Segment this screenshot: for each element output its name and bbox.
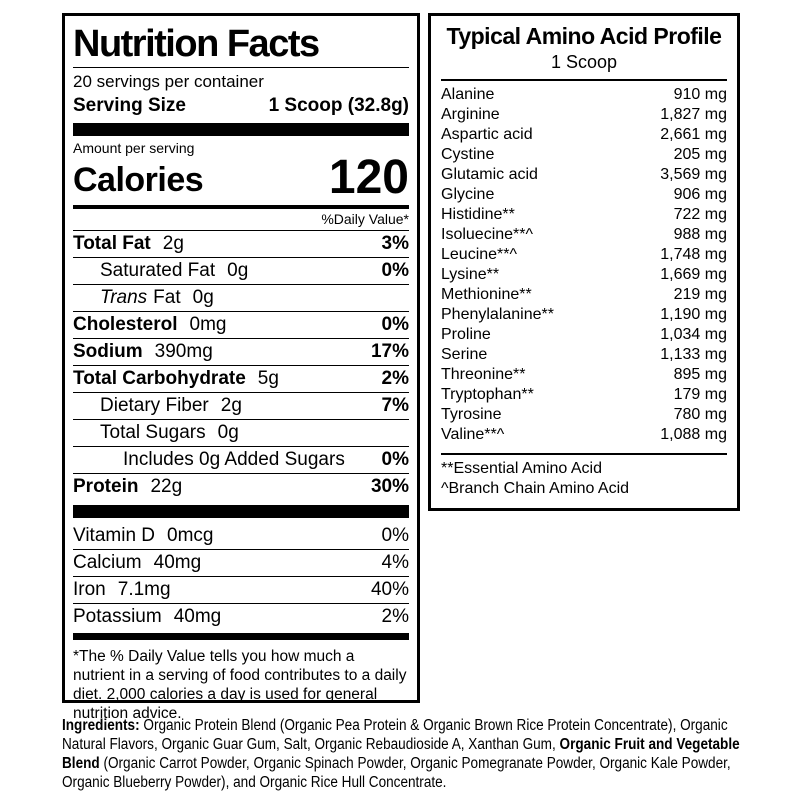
nutrient-dv: 3%	[381, 233, 409, 254]
nutrient-name: Cholesterol	[73, 314, 178, 335]
amino-row-aspartic-acid	[441, 125, 727, 145]
amino-row-phenylalanine	[441, 305, 727, 325]
nutrient-name: Saturated Fat	[100, 260, 216, 281]
nutrient-dv: 7%	[381, 395, 409, 416]
amino-name: Cystine	[441, 146, 495, 163]
ingredients-paragraph	[62, 716, 752, 792]
calories-value: 120	[328, 151, 409, 204]
nutrient-row-saturated-fat	[73, 257, 409, 284]
amino-row-arginine	[441, 105, 727, 125]
vitamin-row-potassium	[73, 603, 409, 630]
daily-value-footnote: *The % Daily Value tells you how much a nutrient in a serving of food contributes to a daily diet. 2,000 calories a day is used for general nutrition advice.	[73, 648, 407, 722]
vitamin-name: Vitamin D	[73, 524, 156, 546]
amino-name: Proline	[441, 326, 491, 343]
nutrient-name: Total Sugars	[100, 422, 206, 443]
nutrient-row-total-sugars	[73, 419, 409, 446]
amino-value: 2,661 mg	[660, 126, 727, 143]
amino-row-threonine	[441, 365, 727, 385]
amino-name: Arginine	[441, 106, 500, 123]
vitamin-dv: 4%	[381, 552, 409, 573]
amino-row-glutamic-acid	[441, 165, 727, 185]
nutrient-name: Protein	[73, 476, 139, 497]
thick-bar	[73, 123, 409, 136]
amino-value: 988 mg	[673, 226, 727, 243]
serving-size-row	[73, 93, 409, 118]
nutrient-name: Sodium	[73, 341, 143, 362]
nutrition-facts-title: Nutrition Facts	[73, 23, 319, 65]
vitamin-name: Iron	[73, 579, 106, 600]
amino-row-tryptophan	[441, 385, 727, 405]
amino-name: Tryptophan**	[441, 386, 534, 403]
amino-name: Serine	[441, 346, 488, 363]
nutrient-amount: 0mg	[189, 314, 227, 335]
nutrient-row-trans-fat	[73, 284, 409, 311]
vitamin-amount: 40mg	[173, 606, 222, 627]
amino-divider	[441, 79, 727, 81]
amino-row-isoluecine	[441, 225, 727, 245]
nutrient-amount: 0g	[227, 260, 249, 281]
ingredients-text-1: Organic Protein Blend (Organic Pea Protein & Organic Brown Rice Protein Concentrate), Organic Natural Flavors, Organic Guar Gum, Salt, Organic Rebaudioside A, Xanthan Gum,	[62, 717, 728, 753]
nutrition-facts-panel	[62, 13, 420, 722]
ingredients-label: Ingredients:	[62, 717, 144, 734]
amino-value: 1,827 mg	[660, 106, 727, 123]
nutrient-row-added-sugars	[73, 446, 409, 473]
amino-value: 1,133 mg	[660, 346, 727, 363]
ingredients-text-2: (Organic Carrot Powder, Organic Spinach Powder, Organic Pomegranate Powder, Organic Kale Powder, Organic Blueberry Powder), and Organic Rice Hull Concentrate.	[62, 755, 731, 791]
amino-row-valine	[441, 425, 727, 445]
amino-value: 722 mg	[673, 206, 727, 223]
vitamin-amount: 0mcg	[167, 524, 214, 546]
vitamin-dv: 40%	[370, 579, 409, 600]
amino-value: 1,088 mg	[660, 426, 727, 443]
nutrient-name: Fat	[153, 287, 181, 308]
nutrient-dv: 2%	[381, 368, 409, 389]
nutrient-dv: 0%	[381, 314, 409, 335]
vitamin-amount: 7.1mg	[117, 579, 171, 600]
nutrient-name: Total Fat	[73, 233, 151, 254]
servings-per-container: 20 servings per container	[73, 72, 264, 91]
amino-value: 3,569 mg	[660, 166, 727, 183]
amino-row-tyrosine	[441, 405, 727, 425]
serving-size-label: Serving Size	[73, 95, 186, 116]
amino-name: Glycine	[441, 186, 495, 203]
daily-value-header: %Daily Value*	[321, 211, 409, 227]
nutrient-name: Dietary Fiber	[100, 395, 209, 416]
nutrient-dv: 30%	[370, 476, 409, 497]
amino-acid-subtitle: 1 Scoop	[550, 52, 618, 72]
calories-row	[73, 151, 409, 204]
amino-name: Histidine**	[441, 206, 515, 223]
serving-size-value: 1 Scoop (32.8g)	[268, 95, 409, 116]
nutrient-name: Includes 0g Added Sugars	[123, 449, 345, 470]
amino-name: Isoluecine**^	[441, 226, 534, 243]
nutrient-row-total-fat	[73, 230, 409, 257]
nutrient-row-sodium	[73, 338, 409, 365]
amino-value: 895 mg	[673, 366, 727, 383]
amino-name: Alanine	[441, 86, 495, 103]
nutrient-row-dietary-fiber	[73, 392, 409, 419]
medium-bar	[73, 633, 409, 640]
amino-name: Methionine**	[441, 286, 532, 303]
amino-acid-panel	[428, 13, 740, 511]
nutrient-amount: 2g	[162, 233, 184, 254]
amino-name: Lysine**	[441, 266, 500, 283]
nutrient-dv: 0%	[381, 449, 409, 470]
amino-footnotes	[441, 459, 727, 499]
amino-footnote-divider	[441, 453, 727, 455]
amino-value: 1,034 mg	[660, 326, 727, 343]
amino-name: Leucine**^	[441, 246, 518, 263]
amino-row-lysine	[441, 265, 727, 285]
vitamin-name: Potassium	[73, 606, 162, 627]
branch-chain-footnote: ^Branch Chain Amino Acid	[441, 480, 630, 497]
amino-value: 906 mg	[673, 186, 727, 203]
amino-row-alanine	[441, 85, 727, 105]
amino-name: Glutamic acid	[441, 166, 538, 183]
nutrient-amount: 22g	[150, 476, 183, 497]
nutrient-amount: 390mg	[154, 341, 213, 362]
vitamin-amount: 40mg	[153, 552, 202, 573]
amino-value: 219 mg	[673, 286, 727, 303]
nutrient-amount: 5g	[257, 368, 279, 389]
amino-row-proline	[441, 325, 727, 345]
nutrient-name-italic: Trans	[100, 287, 148, 308]
vitamin-name: Calcium	[73, 552, 142, 573]
amino-name: Valine**^	[441, 426, 505, 443]
title-divider	[73, 67, 409, 68]
amino-name: Phenylalanine**	[441, 306, 554, 323]
nutrient-amount: 2g	[220, 395, 242, 416]
nutrient-row-total-carbohydrate	[73, 365, 409, 392]
amino-value: 910 mg	[673, 86, 727, 103]
nutrient-amount: 0g	[217, 422, 239, 443]
vitamin-row-vitamin-d	[73, 522, 409, 549]
amino-row-serine	[441, 345, 727, 365]
vitamin-row-calcium	[73, 549, 409, 576]
amino-acid-title: Typical Amino Acid Profile	[446, 23, 722, 49]
amino-name: Aspartic acid	[441, 126, 533, 143]
nutrient-dv: 0%	[381, 260, 409, 281]
amino-value: 780 mg	[673, 406, 727, 423]
amino-value: 1,190 mg	[660, 306, 727, 323]
amino-row-histidine	[441, 205, 727, 225]
nutrient-name: Total Carbohydrate	[73, 368, 246, 389]
amino-value: 1,748 mg	[660, 246, 727, 263]
nutrient-row-protein	[73, 473, 409, 500]
nutrient-dv: 17%	[370, 341, 409, 362]
essential-amino-footnote: **Essential Amino Acid	[441, 460, 602, 477]
amino-name: Tyrosine	[441, 406, 502, 423]
vitamin-dv: 0%	[381, 524, 409, 546]
vitamin-dv: 2%	[381, 606, 409, 627]
calories-label: Calories	[73, 161, 204, 199]
amino-row-glycine	[441, 185, 727, 205]
amount-per-serving-label: Amount per serving	[73, 140, 195, 156]
ingredients-blend-name: Organic Fruit and Vegetable Blend	[62, 736, 740, 772]
amino-value: 1,669 mg	[660, 266, 727, 283]
amino-row-methionine	[441, 285, 727, 305]
vitamin-row-iron	[73, 576, 409, 603]
amino-value: 205 mg	[673, 146, 727, 163]
nutrient-amount: 0g	[192, 287, 214, 308]
amino-row-leucine	[441, 245, 727, 265]
thick-bar	[73, 505, 409, 518]
amino-name: Threonine**	[441, 366, 526, 383]
nutrient-row-cholesterol	[73, 311, 409, 338]
amino-row-cystine	[441, 145, 727, 165]
amino-value: 179 mg	[673, 386, 727, 403]
